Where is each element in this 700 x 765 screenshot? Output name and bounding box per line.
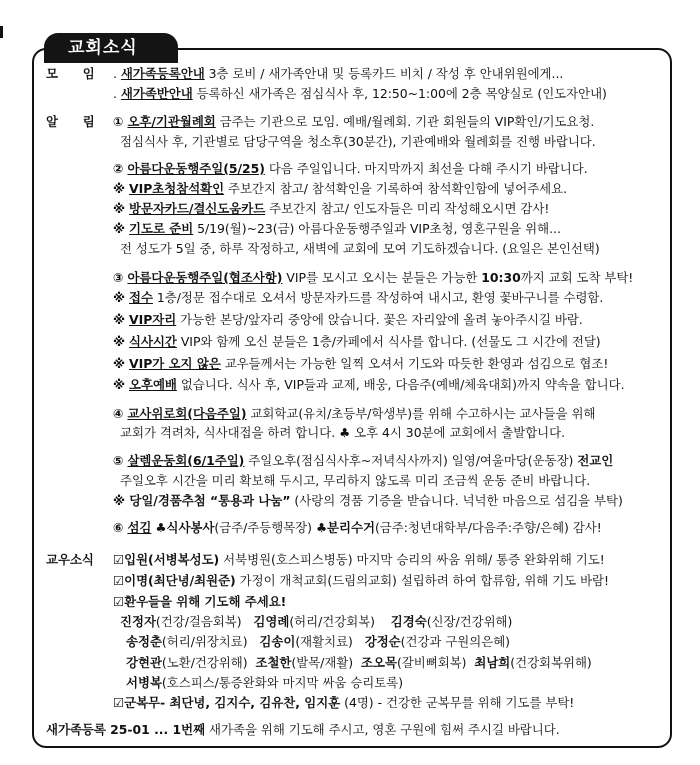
item3-note-3: ※ 식사시간 VIP와 함께 오신 분들은 1층/카페에서 식사를 합니다. (선물도 그 시간에 전달): [113, 334, 601, 349]
item2-line-1: ② 아름다운동행주일(5/25) 다음 주일입니다. 마지막까지 최선을 다해 주시기 바랍니다.: [113, 161, 588, 176]
news-line-3: ☑환우들을 위해 기도해 주세요!: [113, 594, 287, 609]
footer-line: 새가족등록 25-01 ... 1번째 새가족을 위해 기도해 주시고, 영혼 구원에 힘써 주시길 바랍니다.: [46, 722, 560, 737]
item1-line-1: ① 오후/기관월례회 금주는 기관으로 모임. 예배/월례회. 기관 회원들의 VIP확인/기도요청.: [113, 114, 595, 129]
patients-row-2: 송정춘(허리/위장치료) 김송이(재활치료) 강정순(건강과 구원의은혜): [126, 634, 511, 649]
patients-row-4: 서병복(호스피스/통증완화와 마지막 싸움 승리토록): [126, 675, 404, 690]
moim-line-1: . 새가족등록안내 3층 로비 / 새가족안내 및 등록카드 비치 / 작성 후 안내위원에게...: [113, 66, 564, 81]
item5-line-2: 주일오후 시간을 미리 확보해 두시고, 무리하지 않도록 미리 조금씩 운동 준비 바랍니다.: [120, 473, 591, 488]
news-line-1: ☑입원(서병복성도) 서북병원(호스피스병동) 마지막 승리의 싸움 위해/ 통증 완화위해 기도!: [113, 552, 605, 567]
checkbox-icon: ☑: [113, 573, 125, 588]
news-line-4: ☑군복무- 최단녕, 김지수, 김유찬, 임지훈 (4명) - 건강한 군복무를 위해 기도를 부탁!: [113, 695, 575, 710]
label-news: 교우소식: [46, 552, 94, 567]
item2-note-1: ※ VIP초청참석확인 주보간지 참고/ 참석확인을 기록하여 참석확인함에 넣어주세요.: [113, 181, 568, 196]
checkbox-icon: ☑: [113, 594, 125, 609]
corner-mark: [0, 26, 3, 38]
club-icon: ♣: [339, 425, 351, 440]
item3-note-2: ※ VIP자리 가능한 본당/앞자리 중앙에 앉습니다. 꽃은 자리앞에 올려 놓아주시길 바람.: [113, 312, 583, 327]
label-allim: 알 림: [46, 114, 95, 129]
club-icon: ♣: [315, 520, 328, 535]
item2-note-2: ※ 방문자카드/결신도움카드 주보간지 참고/ 인도자들은 미리 작성해오시면 감사!: [113, 201, 550, 216]
item2-note-3: ※ 기도로 준비 5/19(월)~23(금) 아름다운동행주일과 VIP초청, 영혼구원을 위해...: [113, 221, 561, 236]
checkbox-icon: ☑: [113, 695, 125, 710]
item1-line-2: 점심식사 후, 기관별로 담당구역을 청소후(30분간), 기관예배와 월례회를 진행 바랍니다.: [120, 134, 596, 149]
item5-line-1: ⑤ 살렘운동회(6/1주일) 주일오후(점심식사후~저녁식사까지) 일영/여울마당(운동장) 전교인: [113, 453, 614, 468]
item2-extra: 전 성도가 5일 중, 하루 작정하고, 새벽에 교회에 모여 기도하겠습니다. (요일은 본인선택): [120, 241, 600, 256]
club-icon: ♣: [155, 520, 167, 535]
item3-line-1: ③ 아름다운동행주일(협조사항) VIP를 모시고 오시는 분들은 가능한 10:30까지 교회 도착 부탁!: [113, 270, 634, 285]
item4-line-1: ④ 교사위로회(다음주일) 교회학교(유치/초등부/학생부)를 위해 수고하시는 교사들을 위해: [113, 406, 596, 421]
item3-note-5: ※ 오후예배 없습니다. 식사 후, VIP들과 교제, 배웅, 다음주(예배/체육대회)까지 약속을 합니다.: [113, 377, 625, 392]
patients-row-3: 강현관(노환/건강위해) 조철한(발목/재활) 조오목(갈비뼈회복) 최남희(건강회복위해): [126, 655, 592, 670]
item3-note-4: ※ VIP가 오지 않은 교우들께서는 가능한 일찍 오셔서 기도와 따듯한 환영과 섬김으로 협조!: [113, 356, 609, 371]
item5-note: ※ 당일/경품추첨 “통용과 나눔” (사랑의 경품 기증을 받습니다. 넉넉한 마음으로 섬김을 부탁): [113, 493, 623, 508]
item6-line: ⑥ 섬김 ♣식사봉사(금주/주등행목장) ♣분리수거(금주:청년대학부/다음주:주향/은혜) 감사!: [113, 520, 602, 535]
moim-line-2: . 새가족반안내 등록하신 새가족은 점심식사 후, 12:50~1:00에 2층 목양실로 (인도자안내): [113, 86, 607, 101]
patients-row-1: 진정자(건강/걸음회복) 김영례(허리/건강회복) 김경숙(신장/건강위해): [120, 614, 513, 629]
label-moim: 모 임: [46, 66, 95, 81]
item3-note-1: ※ 접수 1층/정문 접수대로 오셔서 방문자카드를 작성하여 내시고, 환영 꽃바구니를 수령함.: [113, 290, 604, 305]
checkbox-icon: ☑: [113, 552, 125, 567]
section-title: 교회소식: [44, 33, 178, 63]
item4-line-2: 교회가 격려차, 식사대접을 하려 합니다. ♣ 오후 4시 30분에 교회에서 출발합니다.: [120, 425, 566, 440]
news-line-2: ☑이명(최단녕/최원준) 가정이 개척교회(드림의교회) 설립하려 하여 합류함, 위해 기도 바람!: [113, 573, 609, 588]
